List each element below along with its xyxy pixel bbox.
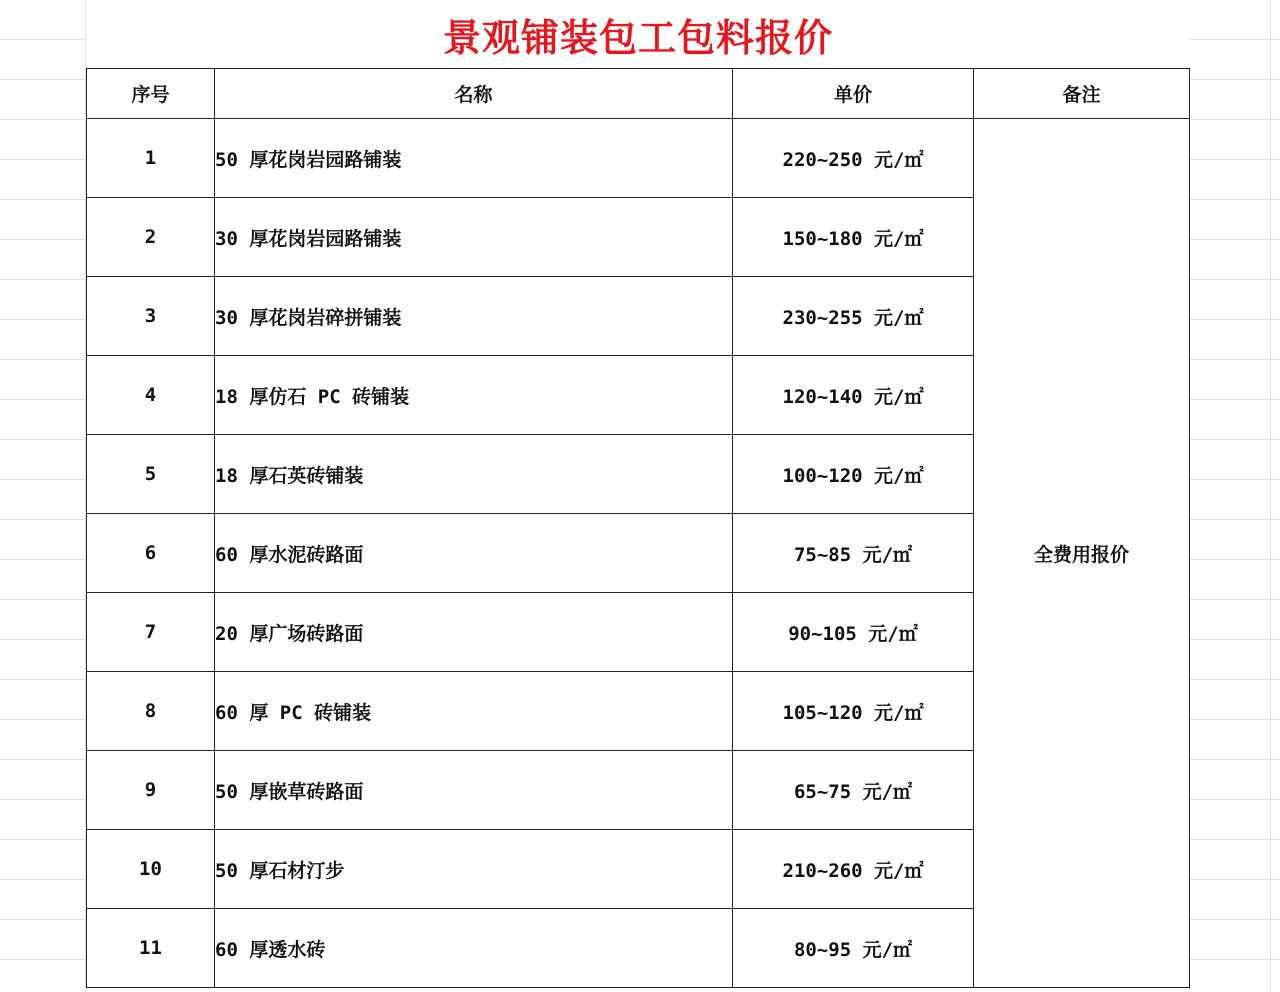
cell-name[interactable]: 60 厚透水砖	[215, 909, 733, 988]
header-index[interactable]: 序号	[87, 69, 215, 119]
cell-index[interactable]: 1	[87, 119, 215, 198]
cell-index[interactable]: 3	[87, 277, 215, 356]
cell-name[interactable]: 60 厚 PC 砖铺装	[215, 672, 733, 751]
sheet-title: 景观铺装包工包料报价	[86, 0, 1190, 68]
cell-price[interactable]: 230~255 元/㎡	[733, 277, 974, 356]
cell-name[interactable]: 20 厚广场砖路面	[215, 593, 733, 672]
table-row	[87, 119, 1190, 198]
cell-price[interactable]: 220~250 元/㎡	[733, 119, 974, 198]
cell-price[interactable]: 75~85 元/㎡	[733, 514, 974, 593]
quote-table	[86, 68, 1190, 988]
header-price[interactable]: 单价	[733, 69, 974, 119]
header-name[interactable]: 名称	[215, 69, 733, 119]
cell-price[interactable]: 105~120 元/㎡	[733, 672, 974, 751]
cell-price[interactable]: 150~180 元/㎡	[733, 198, 974, 277]
cell-price[interactable]: 100~120 元/㎡	[733, 435, 974, 514]
cell-index[interactable]: 7	[87, 593, 215, 672]
cell-index[interactable]: 4	[87, 356, 215, 435]
cell-price[interactable]: 65~75 元/㎡	[733, 751, 974, 830]
table-header-row	[87, 69, 1190, 119]
cell-name[interactable]: 18 厚石英砖铺装	[215, 435, 733, 514]
cell-name[interactable]: 50 厚花岗岩园路铺装	[215, 119, 733, 198]
cell-price[interactable]: 210~260 元/㎡	[733, 830, 974, 909]
cell-index[interactable]: 2	[87, 198, 215, 277]
header-note[interactable]: 备注	[974, 69, 1190, 119]
cell-index[interactable]: 5	[87, 435, 215, 514]
cell-index[interactable]: 6	[87, 514, 215, 593]
cell-name[interactable]: 60 厚水泥砖路面	[215, 514, 733, 593]
cell-index[interactable]: 9	[87, 751, 215, 830]
cell-price[interactable]: 120~140 元/㎡	[733, 356, 974, 435]
cell-price[interactable]: 80~95 元/㎡	[733, 909, 974, 988]
cell-index[interactable]: 8	[87, 672, 215, 751]
cell-name[interactable]: 50 厚嵌草砖路面	[215, 751, 733, 830]
cell-name[interactable]: 30 厚花岗岩园路铺装	[215, 198, 733, 277]
cell-name[interactable]: 50 厚石材汀步	[215, 830, 733, 909]
cell-index[interactable]: 10	[87, 830, 215, 909]
cell-name[interactable]: 18 厚仿石 PC 砖铺装	[215, 356, 733, 435]
cell-note-merged[interactable]: 全费用报价	[974, 119, 1190, 988]
cell-price[interactable]: 90~105 元/㎡	[733, 593, 974, 672]
cell-index[interactable]: 11	[87, 909, 215, 988]
grid-column-line	[1270, 0, 1271, 992]
cell-name[interactable]: 30 厚花岗岩碎拼铺装	[215, 277, 733, 356]
